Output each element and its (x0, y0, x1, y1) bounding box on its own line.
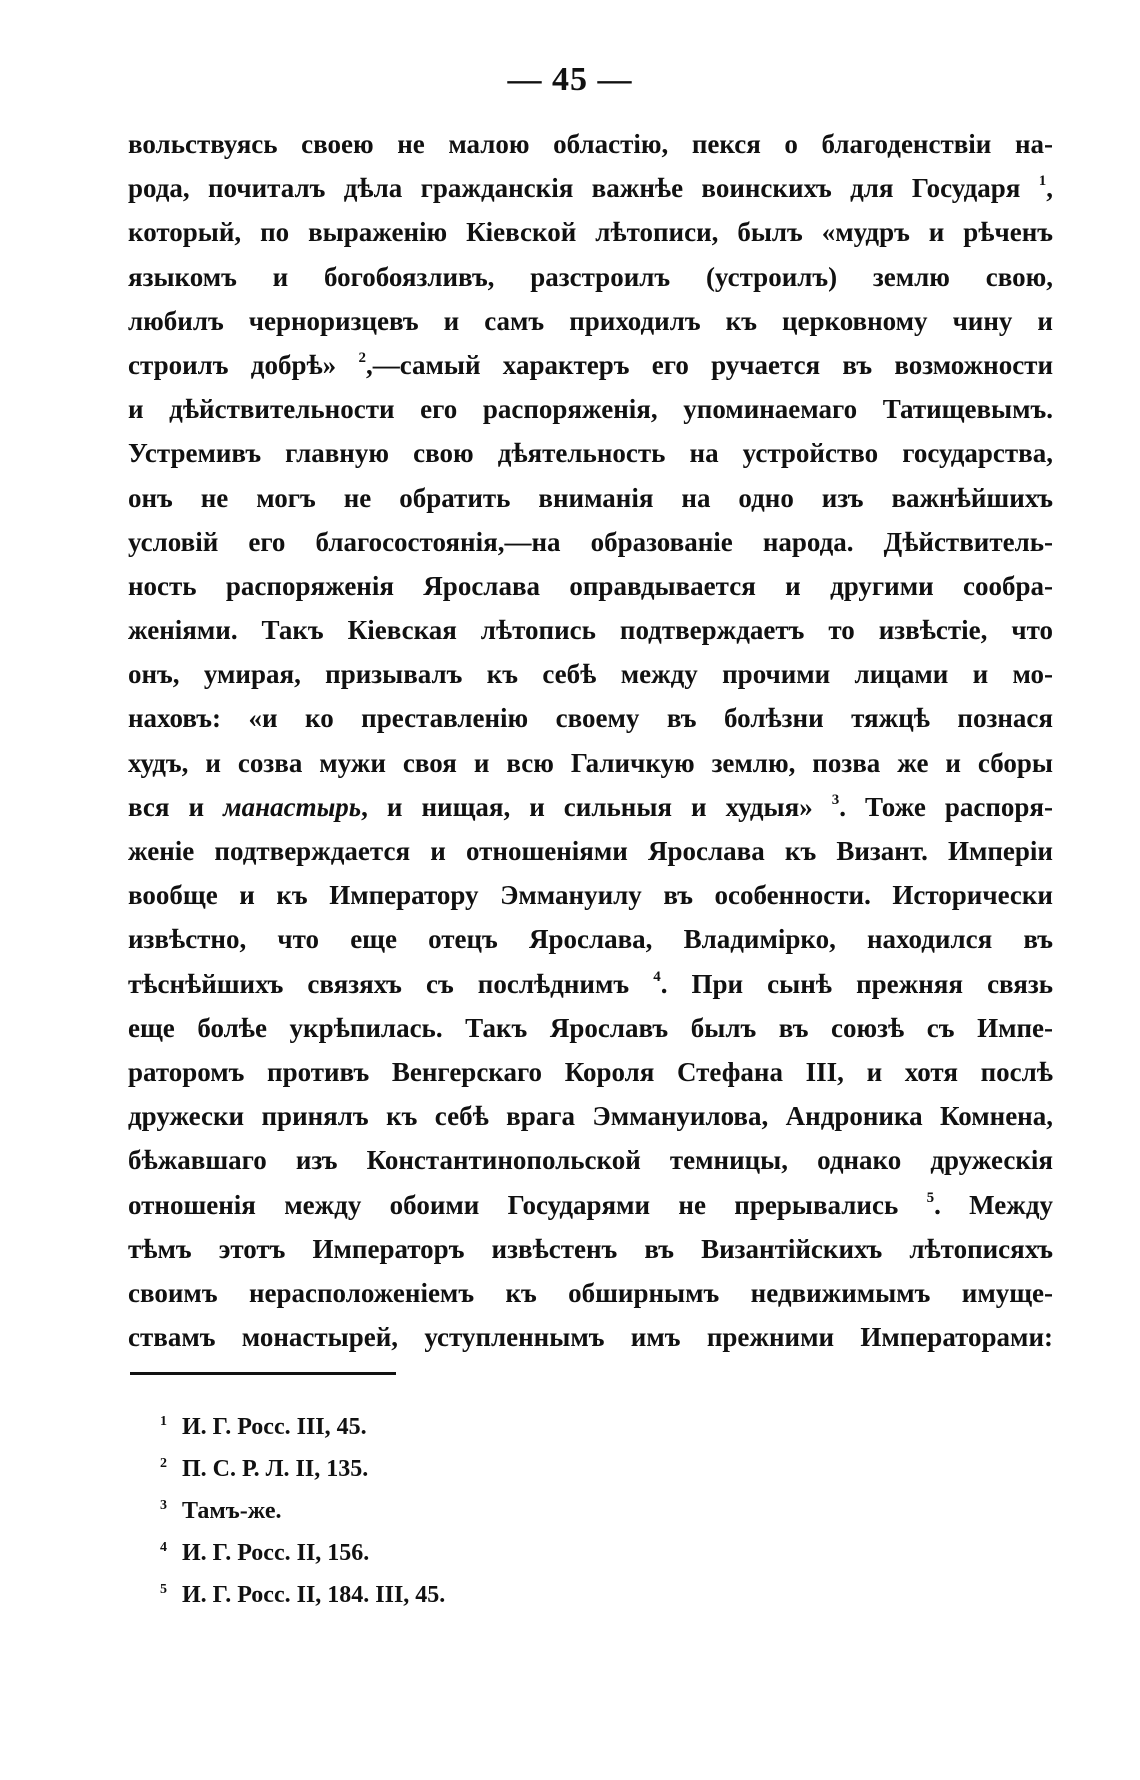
footnote-ref: 1 (1038, 173, 1047, 190)
text-line: отношенія между обоими Государями не прерывались $^5$. Между (128, 1189, 1053, 1220)
footnote-number: 5 (160, 1582, 167, 1597)
text-line: любилъ черноризцевъ и самъ приходилъ къ церковному чину и (128, 305, 1053, 336)
footnote-ref: 3 (831, 791, 840, 808)
footnote (160, 1574, 860, 1616)
text-line: языкомъ и богобоязливъ, разстроилъ (устроилъ) землю свою, (128, 261, 1053, 292)
footnote-ref: 4 (653, 968, 661, 985)
footnote-text: И. Г. Росс. II, 184. III, 45. (182, 1582, 446, 1608)
footnote-number: 1 (160, 1414, 167, 1429)
footnote-ref: 5 (926, 1189, 935, 1206)
italic-word: манастырь (223, 791, 362, 822)
text-line: ность распоряженія Ярослава оправдывается и другими сообра- (128, 570, 1053, 601)
text-line: раторомъ противъ Венгерскаго Короля Стефана III, и хотя послѣ (128, 1056, 1053, 1087)
footnote-text: И. Г. Росс. III, 45. (182, 1414, 367, 1440)
text-line: который, по выраженію Кіевской лѣтописи, былъ «мудръ и рѣченъ (128, 217, 1053, 248)
text-line: бѣжавшаго изъ Константинопольской темницы, однако дружескія (128, 1145, 1053, 1176)
text-line: вольствуясь своею не малою областію, пекся о благоденствіи на- (128, 129, 1053, 159)
text-line: своимъ нерасположеніемъ къ обширнымъ недвижимымъ имуще- (128, 1277, 1053, 1308)
text-line: тѣмъ этотъ Императоръ извѣстенъ въ Византійскихъ лѣтописяхъ (128, 1233, 1053, 1264)
text-line: условій его благосостоянія,—на образованіе народа. Дѣйствитель- (128, 526, 1053, 557)
text-line: худъ, и созва мужи своя и всю Галичкую землю, позва же и сборы (128, 747, 1053, 778)
footnote-text: И. Г. Росс. II, 156. (182, 1540, 370, 1566)
text-line: онъ не могъ не обратить вниманія на одно изъ важнѣйшихъ (128, 482, 1053, 513)
footnote-text: Тамъ-же. (182, 1498, 282, 1524)
text-line: еще болѣе укрѣпилась. Такъ Ярославъ былъ въ союзѣ съ Импе- (128, 1012, 1053, 1043)
footnote (160, 1406, 860, 1448)
footnote-text: П. С. Р. Л. II, 135. (182, 1456, 369, 1482)
text-line: женіе подтверждается и отношеніями Ярослава къ Визант. Имперіи (128, 836, 1053, 866)
footnote-number: 2 (160, 1456, 167, 1471)
text-line: женіями. Такъ Кіевская лѣтопись подтверждаетъ то извѣстіе, что (128, 615, 1053, 646)
footnotes (160, 1406, 860, 1616)
text-line: наховъ: «и ко преставленію своему въ болѣзни тяжцѣ познася (128, 703, 1053, 734)
text-line: ствамъ монастырей, уступленнымъ имъ прежними Императорами: (128, 1322, 1053, 1353)
footnote-ref: 2 (358, 349, 366, 366)
footnote-number: 3 (160, 1498, 167, 1513)
text-line: строилъ добрѣ» $^2$,—самый характеръ его ручается въ возможности (128, 349, 1053, 380)
text-line: вся и манастырь, и нищая, и сильныя и худыя» $^3$. Тоже распоря- (128, 791, 1053, 822)
footnote-number: 4 (160, 1540, 167, 1555)
footnote (160, 1448, 860, 1490)
page-number: — 45 — (507, 61, 633, 98)
text-line: рода, почиталъ дѣла гражданскія важнѣе воинскихъ для Государя $^1$, (128, 173, 1053, 204)
footnote (160, 1490, 860, 1532)
text-line: Устремивъ главную свою дѣятельность на устройство государства, (128, 438, 1053, 469)
footnote (160, 1532, 860, 1574)
text-line: и дѣйствительности его распоряженія, упоминаемаго Татищевымъ. (128, 394, 1053, 425)
text-line: онъ, умирая, призывалъ къ себѣ между прочими лицами и мо- (128, 659, 1053, 690)
text-line: тѣснѣйшихъ связяхъ съ послѣднимъ $^4$. При сынѣ прежняя связь (128, 968, 1053, 999)
footnote-separator (130, 1372, 396, 1375)
text-line: вообще и къ Императору Эммануилу въ особенности. Исторически (128, 880, 1053, 911)
text-line: извѣстно, что еще отецъ Ярослава, Владимірко, находился въ (128, 924, 1053, 955)
body-text (128, 122, 1053, 1359)
text-line: дружески принялъ къ себѣ врага Эммануилова, Андроника Комнена, (128, 1101, 1053, 1132)
